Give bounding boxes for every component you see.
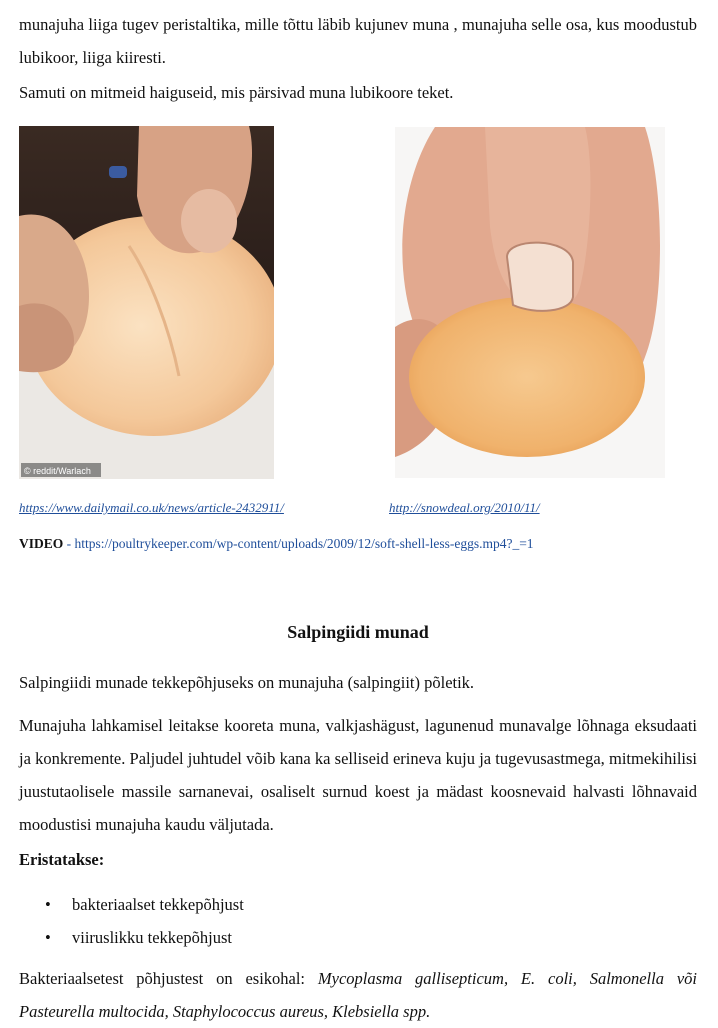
video-reference bbox=[19, 536, 534, 552]
bullet-icon: • bbox=[45, 928, 51, 947]
video-link[interactable]: https://poultrykeeper.com/wp-content/uploads/2009/12/soft-shell-less-eggs.mp4?_=1 bbox=[74, 536, 534, 551]
bacteria-species: Mycoplasma gallisepticum, E. coli, Salmonella või Pasteurella multocida, Staphylococcus aureus, Klebsiella spp. bbox=[19, 969, 697, 1021]
paragraph-diseases: Samuti on mitmeid haiguseid, mis pärsivad muna lubikoore teket. bbox=[19, 83, 454, 102]
section-heading: Salpingiidi munad bbox=[287, 622, 429, 642]
distinguish-label: Eristatakse: bbox=[19, 850, 105, 869]
cause-list bbox=[19, 888, 244, 954]
watermark-text: © reddit/Warlach bbox=[24, 466, 91, 476]
video-label: VIDEO bbox=[19, 536, 64, 551]
source-link-right[interactable]: http://snowdeal.org/2010/11/ bbox=[389, 500, 540, 515]
list-item bbox=[19, 921, 244, 954]
paragraph-dissection: Munajuha lahkamisel leitakse kooreta muna, valkjashägust, lagunenud munavalge lõhnaga eksudaati ja konkremente. Paljudel juhtudel võib kana ka selliseid erineva kuju ja tugevusastmega, mitmekihilisi juustutaolisele massile sarnanevai, osaliselt surnud koest ja mädast koosnevaid halvasti lõhnavaid moodustisi munajuha kaudu väljutada. bbox=[19, 716, 697, 834]
paragraph-cause: Salpingiidi munade tekkepõhjuseks on munajuha (salpingiit) põletik. bbox=[19, 673, 475, 692]
paragraph-peristalsis: munajuha liiga tugev peristaltika, mille tõttu läbib kujunev muna , munajuha selle osa, kus moodustub lubikoor, liiga kiiresti. bbox=[19, 15, 697, 67]
source-link-left[interactable]: https://www.dailymail.co.uk/news/article-2432911/ bbox=[19, 500, 284, 515]
list-item bbox=[19, 888, 244, 921]
video-separator: - bbox=[63, 536, 75, 551]
soft-egg-photo-right bbox=[395, 127, 665, 478]
bacteria-intro: Bakteriaalsetest põhjustest on esikohal: bbox=[19, 969, 318, 988]
paragraph-bacteria bbox=[19, 962, 697, 1028]
bullet-icon: • bbox=[45, 895, 51, 914]
list-item-text: viiruslikku tekkepõhjust bbox=[72, 928, 232, 947]
soft-egg-photo-left bbox=[19, 126, 274, 479]
list-item-text: bakteriaalset tekkepõhjust bbox=[72, 895, 244, 914]
